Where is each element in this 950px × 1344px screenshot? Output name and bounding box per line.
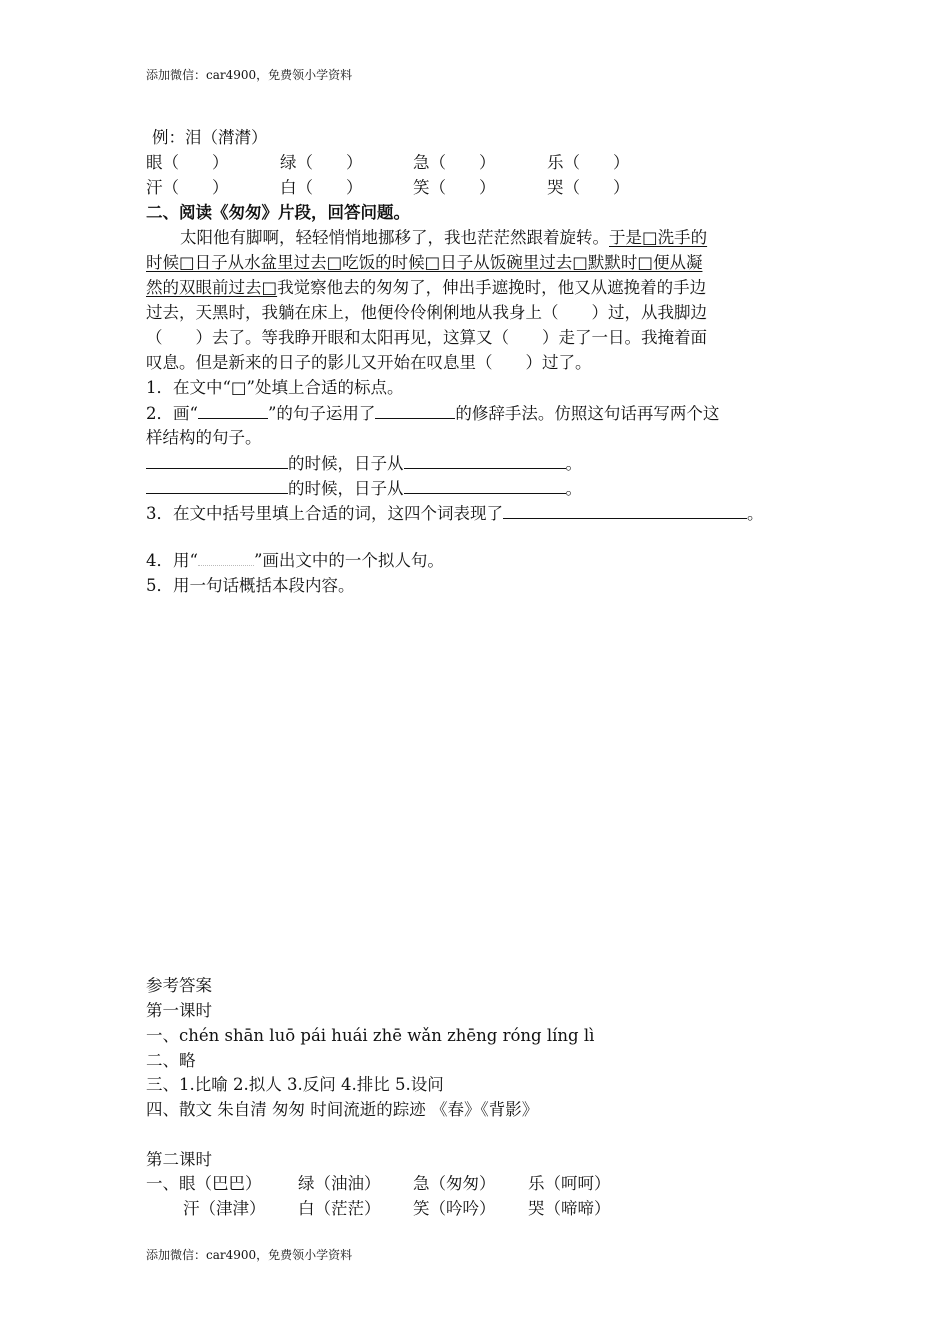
question-4 xyxy=(146,550,444,572)
answer-blank[interactable] xyxy=(404,452,566,469)
answer-cell: 一、眼（巴巴） xyxy=(146,1174,262,1193)
question-text: ”的句子运用了 xyxy=(267,404,376,423)
word-blank: 急（ ） xyxy=(413,153,496,172)
lesson-label: 第一课时 xyxy=(146,1001,212,1020)
question-text: 的修辞手法。仿照这句话再写两个这 xyxy=(455,404,720,423)
question-text: 。 xyxy=(565,454,582,473)
question-2 xyxy=(146,402,719,425)
underlined-sentence: 然的双眼前过去□ xyxy=(146,278,278,297)
answer-blank[interactable] xyxy=(503,502,747,519)
word-blank: 哭（ ） xyxy=(547,178,630,197)
answer-line: 三、1.比喻 2.拟人 3.反问 4.排比 5.设问 xyxy=(146,1075,444,1094)
answer-blank[interactable] xyxy=(375,402,455,419)
question-text: 4．用“ xyxy=(146,551,198,570)
passage-line xyxy=(180,227,707,249)
word-blank: 汗（ ） xyxy=(146,178,229,197)
wavy-underline-sample xyxy=(198,553,254,566)
answer-cell: 急（匆匆） xyxy=(413,1174,496,1193)
answer-blank[interactable] xyxy=(146,452,288,469)
underlined-sentence: 于是□洗手的 xyxy=(609,228,708,247)
answer-cell: 乐（呵呵） xyxy=(528,1174,611,1193)
page-header: 添加微信：car4900，免费领小学资料 xyxy=(146,68,353,82)
answer-blank[interactable] xyxy=(198,402,268,419)
passage-line: 过去，天黑时，我躺在床上，他便伶伶俐俐地从我身上（ ）过，从我脚边 xyxy=(146,303,707,322)
question-text: 。 xyxy=(747,504,764,523)
question-3 xyxy=(146,502,764,525)
passage-line xyxy=(146,277,706,299)
question-1: 1．在文中“□”处填上合适的标点。 xyxy=(146,378,404,397)
word-blank: 乐（ ） xyxy=(547,153,630,172)
passage-text: 太阳他有脚啊，轻轻悄悄地挪移了，我也茫茫然跟着旋转。 xyxy=(180,228,609,247)
lesson-label: 第二课时 xyxy=(146,1150,212,1169)
answer-cell: 白（茫茫） xyxy=(298,1199,381,1218)
fill-line xyxy=(146,452,582,475)
passage-line: 叹息。但是新来的日子的影儿又开始在叹息里（ ）过了。 xyxy=(146,353,592,372)
question-text: 。 xyxy=(565,479,582,498)
word-blank: 笑（ ） xyxy=(413,178,496,197)
answers-title: 参考答案 xyxy=(146,976,212,995)
answer-line: 二、略 xyxy=(146,1051,196,1070)
passage-line xyxy=(146,252,702,274)
word-blank: 眼（ ） xyxy=(146,153,229,172)
passage-text: 我觉察他去的匆匆了，伸出手遮挽时，他又从遮挽着的手边 xyxy=(277,278,707,297)
answer-line: 四、散文 朱自清 匆匆 时间流逝的踪迹 《春》《背影》 xyxy=(146,1100,539,1119)
fill-line xyxy=(146,477,582,500)
word-blank: 绿（ ） xyxy=(280,153,363,172)
question-text: 的时候，日子从 xyxy=(288,479,404,498)
answer-line: 一、chén shān luō pái huái zhē wǎn zhēng róng líng lì xyxy=(146,1026,595,1045)
answer-cell: 哭（啼啼） xyxy=(528,1199,611,1218)
answer-cell: 绿（油油） xyxy=(298,1174,381,1193)
question-2-cont: 样结构的句子。 xyxy=(146,428,262,447)
question-text: 2．画“ xyxy=(146,404,198,423)
question-text: 的时候，日子从 xyxy=(288,454,404,473)
answer-blank[interactable] xyxy=(146,477,288,494)
answer-blank[interactable] xyxy=(404,477,566,494)
question-text: ”画出文中的一个拟人句。 xyxy=(253,551,444,570)
question-5: 5．用一句话概括本段内容。 xyxy=(146,576,355,595)
answer-cell: 笑（吟吟） xyxy=(413,1199,496,1218)
answer-cell: 汗（津津） xyxy=(183,1199,266,1218)
underlined-sentence: 时候□日子从水盆里过去□吃饭的时候□日子从饭碗里过去□默默时□便从凝 xyxy=(146,253,703,272)
section-title: 二、阅读《匆匆》片段，回答问题。 xyxy=(146,203,410,222)
page-footer: 添加微信：car4900，免费领小学资料 xyxy=(146,1248,353,1262)
question-text: 3．在文中括号里填上合适的词，这四个词表现了 xyxy=(146,504,503,523)
word-blank: 白（ ） xyxy=(280,178,363,197)
example-line: 例：泪（潸潸） xyxy=(152,128,268,147)
passage-line: （ ）去了。等我睁开眼和太阳再见，这算又（ ）走了一日。我掩着面 xyxy=(146,328,707,347)
